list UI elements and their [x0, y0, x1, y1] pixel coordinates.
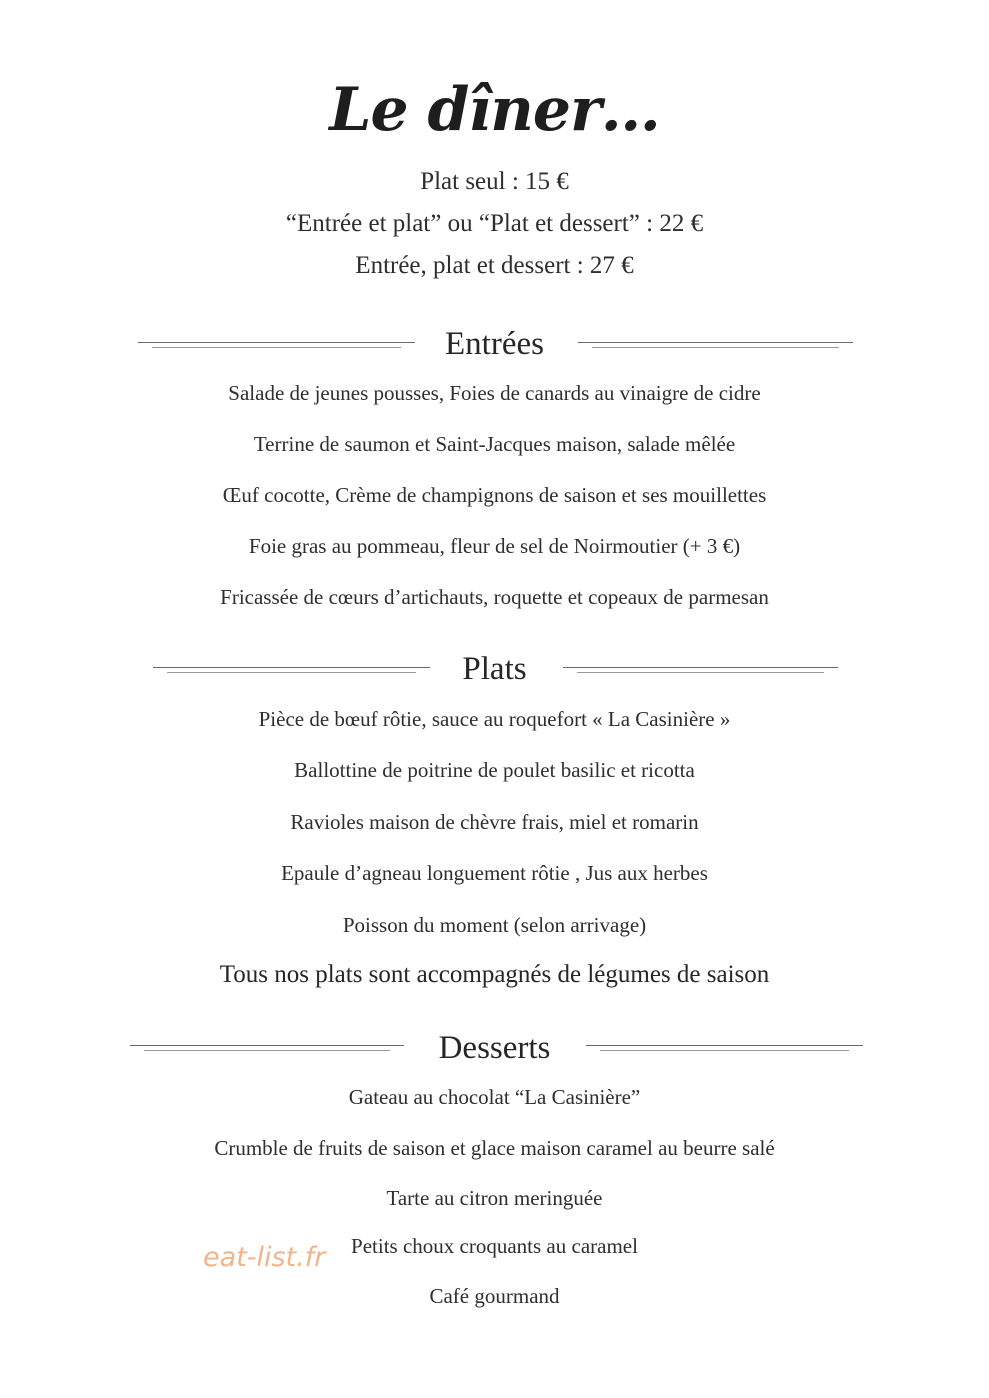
section-title-desserts: Desserts	[438, 1030, 551, 1066]
plat-item: Poisson du moment (selon arrivage)	[342, 913, 647, 937]
section-header-plats	[0, 647, 989, 691]
section-title-entrees: Entrées	[445, 326, 544, 362]
entree-item: Salade de jeunes pousses, Foies de canards au vinaigre de cidre	[228, 381, 761, 405]
section-title-plats: Plats	[462, 651, 527, 687]
price-two-courses: “Entrée et plat” ou “Plat et dessert” : 22 €	[285, 210, 704, 237]
entree-item: Terrine de saumon et Saint-Jacques maison, salade mêlée	[253, 432, 736, 456]
price-single-dish: Plat seul : 15 €	[420, 168, 569, 195]
divider-right	[586, 1045, 863, 1051]
dessert-item: Tarte au citron meringuée	[386, 1186, 603, 1210]
dessert-item: Petits choux croquants au caramel	[351, 1234, 638, 1258]
entree-item: Foie gras au pommeau, fleur de sel de Noirmoutier (+ 3 €)	[248, 534, 741, 558]
plat-item: Ravioles maison de chèvre frais, miel et romarin	[290, 810, 699, 834]
plat-item: Ballottine de poitrine de poulet basilic et ricotta	[294, 758, 695, 782]
divider-right	[578, 342, 853, 348]
dessert-item: Café gourmand	[429, 1284, 560, 1308]
section-header-desserts	[0, 1026, 989, 1070]
plat-item: Pièce de bœuf rôtie, sauce au roquefort « La Casinière »	[258, 707, 731, 731]
dessert-item: Crumble de fruits de saison et glace maison caramel au beurre salé	[214, 1136, 775, 1160]
section-header-entrees	[0, 322, 989, 366]
plat-item: Epaule d’agneau longuement rôtie , Jus aux herbes	[281, 861, 708, 885]
entree-item: Œuf cocotte, Crème de champignons de saison et ses mouillettes	[222, 483, 767, 507]
entree-item: Fricassée de cœurs d’artichauts, roquette et copeaux de parmesan	[220, 585, 769, 609]
price-three-courses: Entrée, plat et dessert : 27 €	[355, 252, 634, 279]
plats-side-note: Tous nos plats sont accompagnés de légumes de saison	[219, 961, 770, 988]
dessert-item: Gateau au chocolat “La Casinière”	[348, 1085, 641, 1109]
divider-right	[563, 667, 838, 673]
watermark: eat-list.fr	[203, 1242, 326, 1273]
menu-title: Le dîner…	[329, 75, 660, 145]
